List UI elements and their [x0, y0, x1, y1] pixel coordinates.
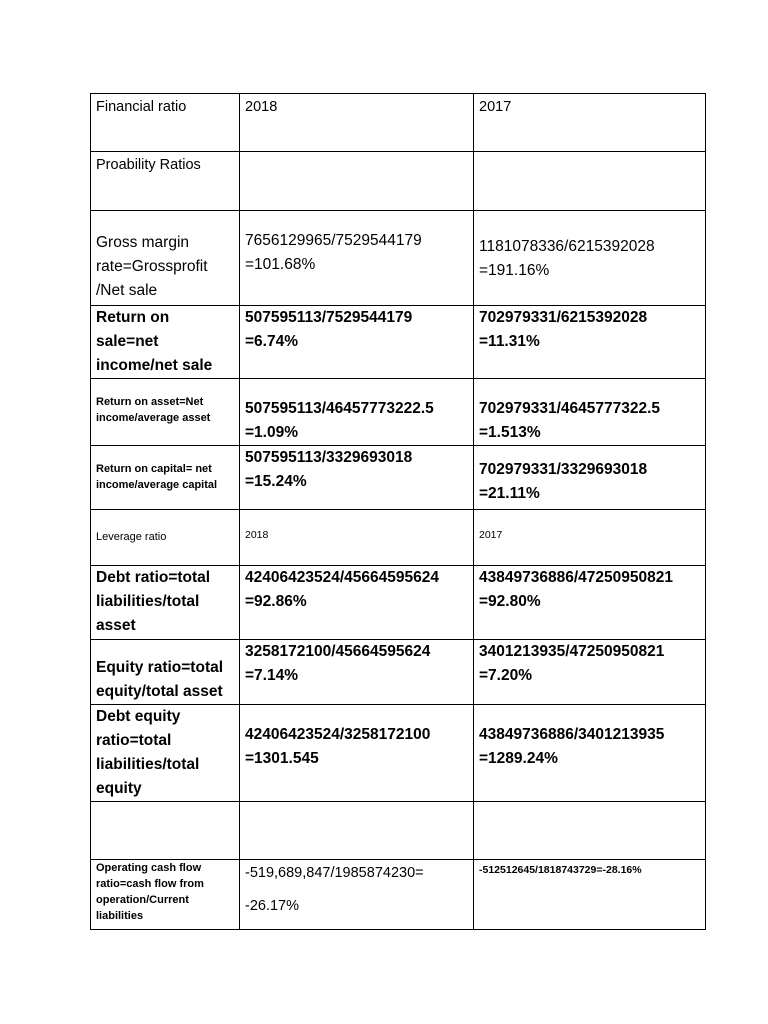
- ratio-value-cell-2017: [474, 446, 706, 510]
- header-year-2017: 2017: [479, 99, 512, 115]
- header-cell-2017: [474, 94, 706, 152]
- table-row: [91, 211, 706, 306]
- table-row: [91, 802, 706, 860]
- ratio-label-cell: [91, 860, 240, 930]
- ratio-value-cell-2017: [474, 640, 706, 705]
- ratio-formula: 3401213935/47250950821: [479, 643, 665, 660]
- table-header-row: [91, 94, 706, 152]
- financial-ratio-table: [90, 93, 706, 930]
- ratio-label-cell: [91, 566, 240, 640]
- ratio-result: =1289.24%: [479, 750, 558, 767]
- section-cell-2018: [240, 152, 474, 211]
- ratio-formula: 43849736886/47250950821: [479, 569, 673, 586]
- ratio-formula: 507595113/46457773222.5: [245, 400, 434, 417]
- ratio-formula: 7656129965/7529544179: [245, 232, 422, 249]
- ratio-value-cell-2017: [474, 306, 706, 379]
- ratio-label: equity/total asset: [96, 683, 223, 700]
- table-row: [91, 566, 706, 640]
- ratio-label: sale=net: [96, 333, 159, 350]
- ratio-formula: 702979331/3329693018: [479, 461, 648, 478]
- header-cell-label: [91, 94, 240, 152]
- ratio-value-cell-2017: [474, 566, 706, 640]
- ratio-result: =21.11%: [479, 485, 540, 502]
- table-row: [91, 510, 706, 566]
- table-row: [91, 306, 706, 379]
- ratio-formula: 42406423524/45664595624: [245, 569, 439, 586]
- table-row: [91, 446, 706, 510]
- ratio-result: =7.20%: [479, 667, 533, 684]
- empty-cell: [91, 802, 240, 860]
- ratio-label: equity: [96, 780, 142, 797]
- section-cell-leverage: [91, 510, 240, 566]
- ratio-label: ratio=cash flow from: [96, 878, 204, 890]
- ratio-result: =92.80%: [479, 593, 541, 610]
- header-year-2018: 2018: [245, 99, 278, 115]
- ratio-formula: 1181078336/6215392028: [479, 238, 655, 255]
- ratio-value-cell-2018: [240, 306, 474, 379]
- ratio-label-cell: [91, 446, 240, 510]
- ratio-label-cell: [91, 379, 240, 446]
- ratio-result: =1.513%: [479, 424, 541, 441]
- ratio-result: =11.31%: [479, 333, 540, 350]
- ratio-result: =92.86%: [245, 593, 307, 610]
- section-cell-2017: [474, 510, 706, 566]
- section-cell-2018: [240, 510, 474, 566]
- ratio-label-cell: [91, 705, 240, 802]
- section-label-leverage: Leverage ratio: [96, 531, 167, 543]
- ratio-formula: 507595113/3329693018: [245, 449, 413, 466]
- ratio-label: /Net sale: [96, 282, 158, 299]
- ratio-label: liabilities/total: [96, 756, 200, 773]
- ratio-formula: -519,689,847/1985874230=: [245, 865, 424, 881]
- ratio-result: =7.14%: [245, 667, 299, 684]
- section-label-profitability: Proability Ratios: [96, 157, 201, 173]
- ratio-label: Return on asset=Net: [96, 396, 204, 408]
- ratio-result: =1.09%: [245, 424, 299, 441]
- ratio-label: Operating cash flow: [96, 862, 202, 874]
- table-row: [91, 860, 706, 930]
- ratio-label: income/average asset: [96, 412, 211, 424]
- ratio-label-cell: [91, 640, 240, 705]
- ratio-label: Equity ratio=total: [96, 659, 224, 676]
- ratio-formula: 507595113/7529544179: [245, 309, 413, 326]
- ratio-label: operation/Current: [96, 894, 189, 906]
- ratio-result: =6.74%: [245, 333, 299, 350]
- ratio-result: =1301.545: [245, 750, 319, 767]
- ratio-value-cell-2018: [240, 705, 474, 802]
- ratio-formula: -512512645/1818743729=-28.16%: [479, 864, 642, 876]
- ratio-formula: 42406423524/3258172100: [245, 726, 431, 743]
- ratio-formula: 702979331/4645777322.5: [479, 400, 661, 417]
- ratio-value-cell-2018: [240, 211, 474, 306]
- section-cell-2017: [474, 152, 706, 211]
- section-year-2017: 2017: [479, 529, 503, 541]
- ratio-label: Return on capital= net: [96, 463, 212, 475]
- ratio-label: rate=Grossprofit: [96, 258, 208, 275]
- ratio-value-cell-2017: [474, 211, 706, 306]
- ratio-value-cell-2018: [240, 379, 474, 446]
- ratio-label: income/average capital: [96, 479, 218, 491]
- ratio-label: ratio=total: [96, 732, 172, 749]
- table-row: [91, 379, 706, 446]
- ratio-value-cell-2017: [474, 379, 706, 446]
- ratio-label: liabilities: [96, 910, 144, 922]
- ratio-label: asset: [96, 617, 136, 634]
- ratio-label: Debt ratio=total: [96, 569, 211, 586]
- ratio-label: Debt equity: [96, 708, 181, 725]
- ratio-result: =101.68%: [245, 256, 316, 273]
- ratio-label: Return on: [96, 309, 170, 326]
- ratio-label: liabilities/total: [96, 593, 200, 610]
- ratio-result: =191.16%: [479, 262, 550, 279]
- ratio-value-cell-2017: [474, 860, 706, 930]
- table-row: [91, 705, 706, 802]
- empty-cell: [240, 802, 474, 860]
- ratio-label-cell: [91, 306, 240, 379]
- header-cell-2018: [240, 94, 474, 152]
- table-row: [91, 640, 706, 705]
- section-cell-profitability: [91, 152, 240, 211]
- ratio-result: -26.17%: [245, 898, 300, 914]
- ratio-value-cell-2018: [240, 860, 474, 930]
- ratio-value-cell-2018: [240, 566, 474, 640]
- ratio-label: income/net sale: [96, 357, 213, 374]
- ratio-result: =15.24%: [245, 473, 307, 490]
- header-label: Financial ratio: [96, 99, 187, 115]
- ratio-formula: 43849736886/3401213935: [479, 726, 665, 743]
- ratio-label: Gross margin: [96, 234, 190, 251]
- ratio-value-cell-2018: [240, 640, 474, 705]
- ratio-formula: 702979331/6215392028: [479, 309, 648, 326]
- ratio-value-cell-2018: [240, 446, 474, 510]
- table-row: [91, 152, 706, 211]
- section-year-2018: 2018: [245, 529, 269, 541]
- ratio-value-cell-2017: [474, 705, 706, 802]
- ratio-formula: 3258172100/45664595624: [245, 643, 431, 660]
- ratio-label-cell: [91, 211, 240, 306]
- empty-cell: [474, 802, 706, 860]
